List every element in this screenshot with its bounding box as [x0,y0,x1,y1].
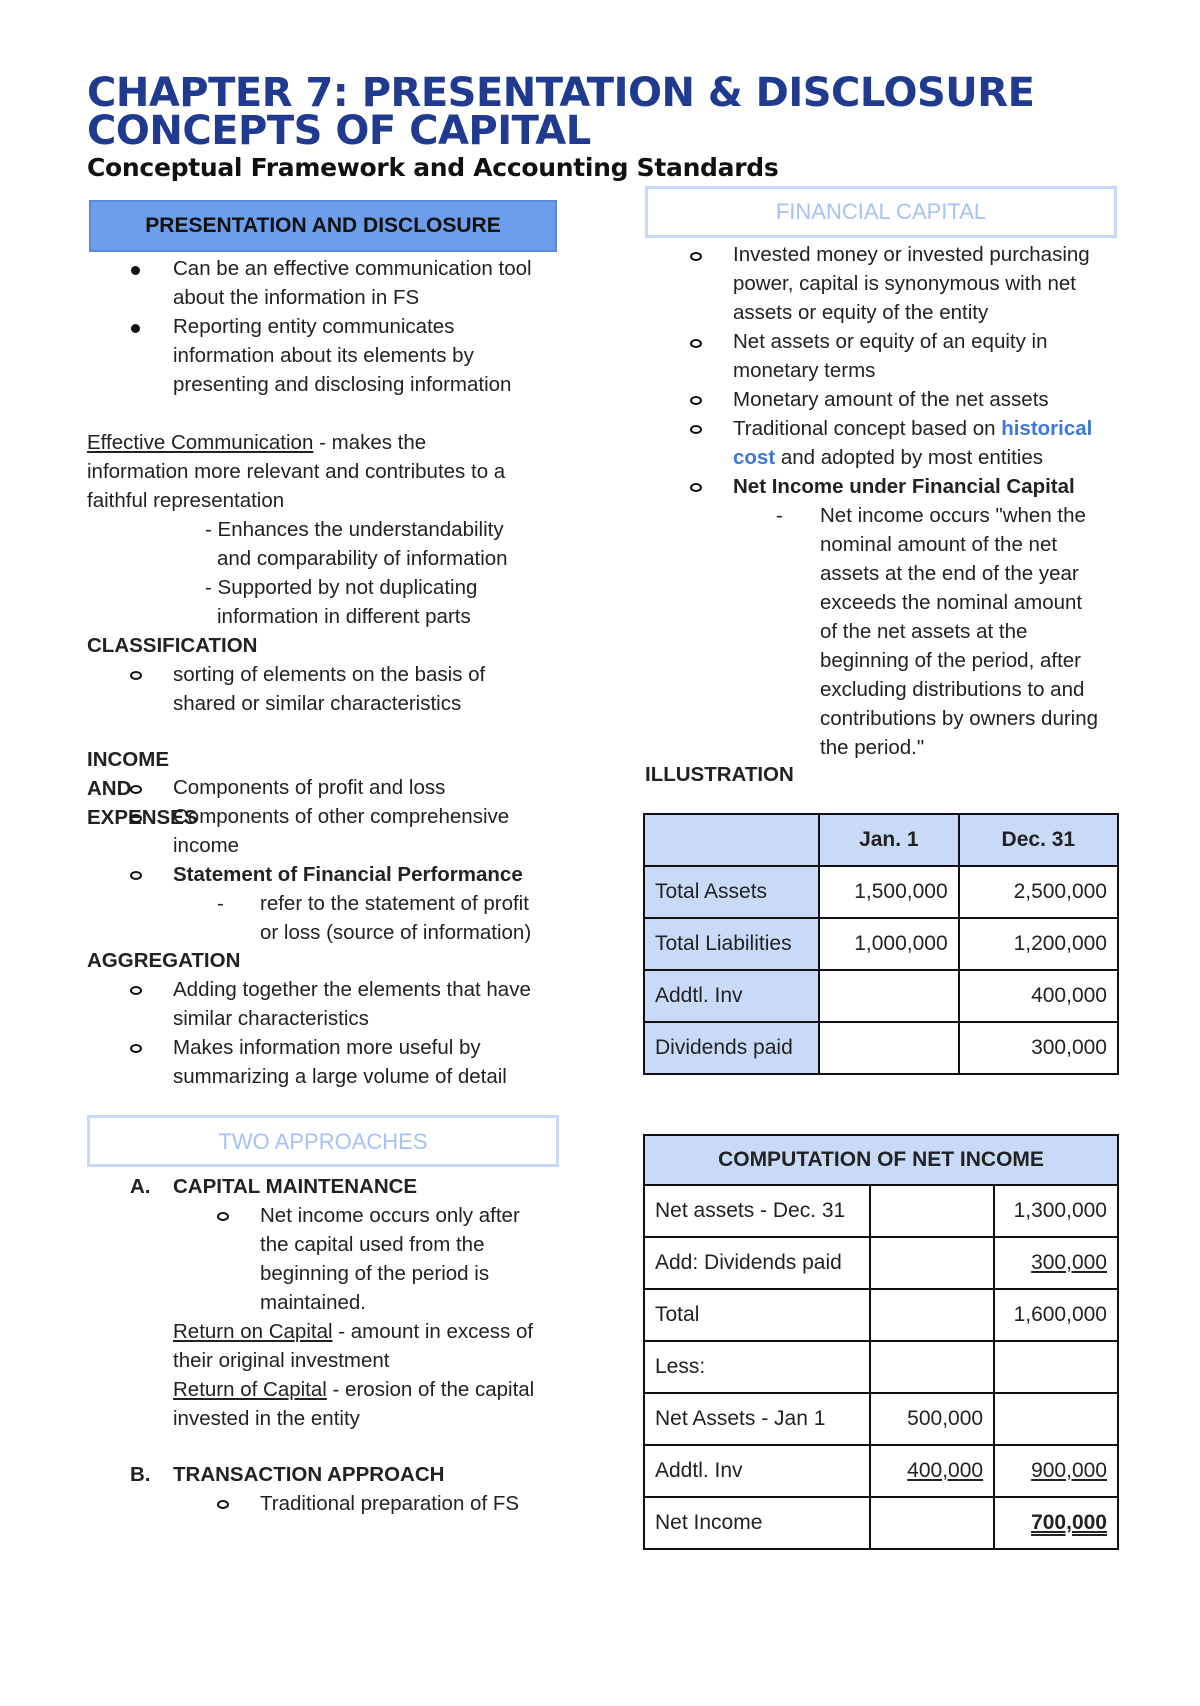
cell-mid: 500,000 [870,1393,994,1445]
text-line: similar characteristics [173,1007,369,1030]
row-label: Total Liabilities [644,918,819,970]
page-subtitle: Conceptual Framework and Accounting Standards [87,153,779,182]
cell-dec: 300,000 [959,1022,1118,1074]
text-line: Adding together the elements that have [173,978,531,1001]
text-line: invested in the entity [173,1407,360,1430]
table-row [644,1393,1118,1445]
bullet-icon [131,266,140,275]
text-line: information about its elements by [173,344,474,367]
text: and adopted by most entities [775,446,1043,469]
circle-bullet-icon [690,483,702,492]
cell-right: 1,300,000 [994,1185,1118,1237]
row-label: Total [644,1289,870,1341]
text-line: income [173,834,240,857]
row-label: Net assets - Dec. 31 [644,1185,870,1237]
text-line: Makes information more useful by [173,1036,481,1059]
circle-bullet-icon [130,986,142,995]
income-item: Components of profit and loss [173,776,446,799]
cell-dec: 1,200,000 [959,918,1118,970]
text-line: exceeds the nominal amount [820,591,1083,614]
table-header-cell: Dec. 31 [959,814,1118,866]
text: - erosion of the capital [326,1378,535,1401]
term-return-of-capital: Return of Capital [173,1378,327,1401]
text-line: and comparability of information [217,547,508,570]
text: - makes the [313,431,427,454]
text: Traditional concept based on [733,417,1002,440]
cell-mid [870,1497,994,1549]
text-line: contributions by owners during [820,707,1099,730]
table-row [644,1237,1118,1289]
text-line: or loss (source of information) [260,921,532,944]
classification-item [173,660,485,718]
dash-icon: - [776,504,783,527]
text-line: summarizing a large volume of detail [173,1065,507,1088]
table-row [644,1445,1118,1497]
text-line: Net income occurs "when the [820,504,1086,527]
text-line: sorting of elements on the basis of [173,663,486,686]
table-row [644,1497,1118,1549]
text-line: excluding distributions to and [820,678,1085,701]
row-label: Dividends paid [644,1022,819,1074]
row-label: Add: Dividends paid [644,1237,870,1289]
page-title [87,70,1035,154]
cell-dec: 2,500,000 [959,866,1118,918]
circle-bullet-icon [690,252,702,261]
dash-icon: - [217,892,224,915]
row-label: Less: [644,1341,870,1393]
circle-bullet-icon [217,1212,229,1221]
circle-bullet-icon [130,785,142,794]
text-line: beginning of the period is [260,1262,490,1285]
table-row [644,918,1118,970]
bullet-icon [131,324,140,333]
cell-mid [870,1185,994,1237]
table-row [644,1341,1118,1393]
text-line: information more relevant and contributes to a [87,460,506,483]
text-line: of the net assets at the [820,620,1028,643]
approach-a-heading: CAPITAL MAINTENANCE [173,1175,418,1198]
circle-bullet-icon [690,396,702,405]
text-line: Invested money or invested purchasing [733,243,1090,266]
text-line: refer to the statement of profit [260,892,529,915]
net-income-quote [820,501,1098,762]
sfp-heading: Statement of Financial Performance [173,863,523,886]
text-line: Net income occurs only after [260,1204,520,1227]
circle-bullet-icon [690,339,702,348]
approach-a-item [260,1201,520,1317]
circle-bullet-icon [217,1500,229,1509]
text-line: presenting and disclosing information [173,373,512,396]
historical-cost-link[interactable]: cost [733,446,776,469]
cell-mid [870,1341,994,1393]
section-header-two-approaches: TWO APPROACHES [87,1115,559,1167]
cell-dec: 400,000 [959,970,1118,1022]
row-label: Net Assets - Jan 1 [644,1393,870,1445]
illustration-table [643,813,1119,1075]
table-row [644,1185,1118,1237]
cell-jan [819,1022,959,1074]
classification-heading: CLASSIFICATION [87,634,258,657]
table-row [644,1289,1118,1341]
cell-right [994,1341,1118,1393]
aggregation-item [173,1033,507,1091]
circle-bullet-icon [130,671,142,680]
text-line: monetary terms [733,359,876,382]
title-line-1: CHAPTER 7: PRESENTATION & DISCLOSURE [87,70,1035,116]
row-label: Addtl. Inv [644,1445,870,1497]
cell-right-total: 700,000 [1031,1511,1107,1534]
bullet-item [173,312,511,399]
text-line: beginning of the period, after [820,649,1081,672]
term-return-on-capital: Return on Capital [173,1320,333,1343]
table-header-row [644,814,1118,866]
text-line: - Supported by not duplicating [205,576,478,599]
text-line: about the information in FS [173,286,420,309]
net-income-heading: Net Income under Financial Capital [733,475,1075,498]
return-definitions [173,1317,534,1433]
approach-b-item: Traditional preparation of FS [260,1492,520,1515]
income-expenses-heading: INCOME AND EXPENSES [87,748,198,829]
cell-mid: 400,000 [907,1459,984,1482]
text-line: power, capital is synonymous with net [733,272,1076,295]
text-line: shared or similar characteristics [173,692,462,715]
text-line: Reporting entity communicates [173,315,455,338]
financial-capital-item [733,327,1048,385]
row-label: Total Assets [644,866,819,918]
list-letter: B. [130,1463,151,1486]
text-line: the period." [820,736,925,759]
table-header-cell [644,814,819,866]
table-header-row [644,1135,1118,1185]
text: - amount in excess of [332,1320,534,1343]
financial-capital-item [733,240,1090,327]
term-effective-communication: Effective Communication [87,431,314,454]
cell-mid [870,1289,994,1341]
row-label: Net Income [644,1497,870,1549]
text-line: the capital used from the [260,1233,485,1256]
text-line: nominal amount of the net [820,533,1058,556]
computation-table [643,1134,1119,1550]
effective-subpoint [205,515,508,631]
financial-capital-item [733,414,1092,472]
table-header-cell: Jan. 1 [819,814,959,866]
aggregation-heading: AGGREGATION [87,949,241,972]
list-letter: A. [130,1175,151,1198]
text-line: faithful representation [87,489,285,512]
historical-cost-link[interactable]: historical [1001,417,1093,440]
bullet-item [173,254,532,312]
approach-b-heading: TRANSACTION APPROACH [173,1463,445,1486]
text-line: assets or equity of the entity [733,301,989,324]
circle-bullet-icon [130,871,142,880]
text-line: Can be an effective communication tool [173,257,532,280]
text-line: their original investment [173,1349,390,1372]
text-line: Components of other comprehensive [173,805,510,828]
title-line-2: CONCEPTS OF CAPITAL [87,108,591,154]
cell-right: 1,600,000 [994,1289,1118,1341]
cell-right: 900,000 [1031,1459,1107,1482]
section-header-presentation: PRESENTATION AND DISCLOSURE [89,200,557,252]
cell-right [994,1393,1118,1445]
circle-bullet-icon [690,425,702,434]
text-line: - Enhances the understandability [205,518,504,541]
table-title: COMPUTATION OF NET INCOME [644,1135,1118,1185]
table-row [644,866,1118,918]
text-line: maintained. [260,1291,366,1314]
circle-bullet-icon [130,1044,142,1053]
section-header-financial-capital: FINANCIAL CAPITAL [645,186,1117,238]
illustration-heading: ILLUSTRATION [645,763,794,786]
cell-mid [870,1237,994,1289]
cell-right: 300,000 [1031,1251,1107,1274]
table-row [644,1022,1118,1074]
circle-bullet-icon [130,814,142,823]
row-label: Addtl. Inv [644,970,819,1022]
effective-communication-definition [87,428,505,515]
cell-jan: 1,000,000 [819,918,959,970]
sfp-subitem [260,889,531,947]
cell-jan [819,970,959,1022]
cell-jan: 1,500,000 [819,866,959,918]
text-line: assets at the end of the year [820,562,1079,585]
table-row [644,970,1118,1022]
aggregation-item [173,975,531,1033]
text-line: Net assets or equity of an equity in [733,330,1048,353]
income-item [173,802,509,860]
text-line: information in different parts [217,605,471,628]
financial-capital-item: Monetary amount of the net assets [733,388,1049,411]
